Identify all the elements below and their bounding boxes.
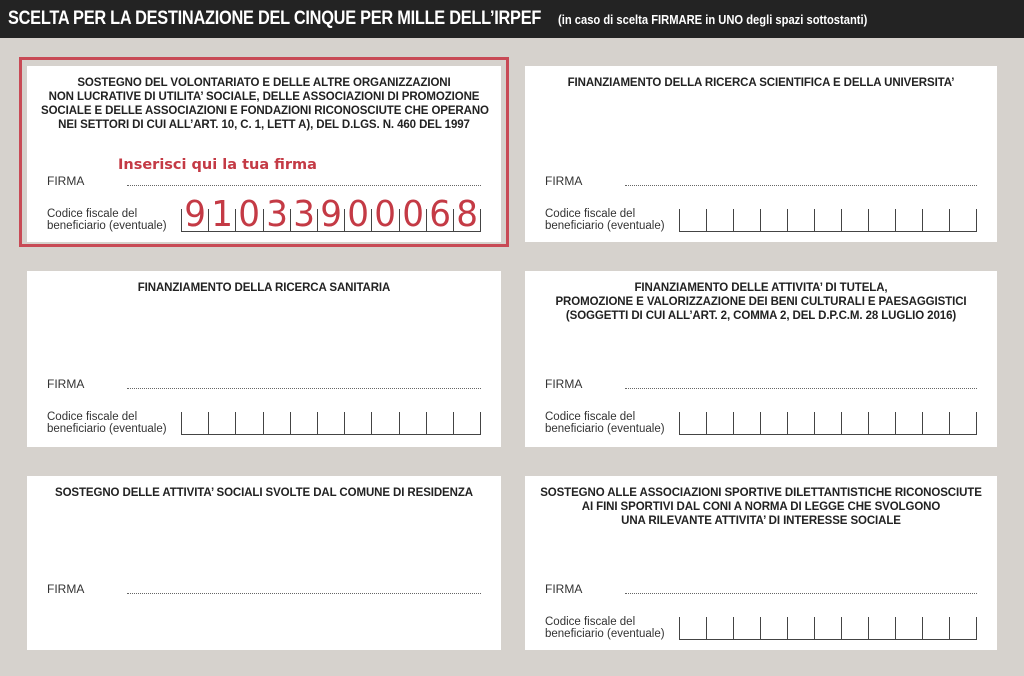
cf-digit-box[interactable]: [317, 194, 344, 235]
card-title-line: SOSTEGNO DELLE ATTIVITA’ SOCIALI SVOLTE DAL COMUNE DI RESIDENZA: [55, 487, 473, 499]
firma-row: [47, 375, 481, 391]
card-ricerca-sanitaria: [27, 271, 501, 447]
cf-digit-box[interactable]: [733, 617, 760, 639]
cf-digit-box[interactable]: [399, 194, 426, 235]
codice-fiscale-input[interactable]: [181, 412, 481, 435]
card-title: [27, 76, 501, 132]
cf-digit-box[interactable]: [814, 412, 841, 434]
codice-fiscale-input[interactable]: [679, 412, 977, 435]
cf-digit-box[interactable]: [868, 209, 895, 231]
cf-digit: 1: [211, 194, 234, 235]
cf-digit-box[interactable]: [344, 412, 371, 434]
card-title-line: UNA RILEVANTE ATTIVITA’ DI INTERESSE SOCIALE: [621, 515, 901, 527]
card-title-line: SOCIALE E DELLE ASSOCIAZIONI E FONDAZIONI RICONOSCIUTE CHE OPERANO: [41, 105, 489, 117]
cf-digit-box[interactable]: [181, 194, 208, 235]
cf-label-line1: Codice fiscale del: [545, 616, 636, 628]
cf-digit-box[interactable]: [733, 412, 760, 434]
cf-digit-box[interactable]: [371, 412, 398, 434]
firma-label: FIRMA: [47, 377, 85, 391]
codice-fiscale-label: [47, 411, 181, 435]
signature-field[interactable]: [625, 175, 977, 186]
cf-digit-box[interactable]: [453, 412, 481, 434]
cf-digit-box[interactable]: [426, 412, 453, 434]
firma-label: FIRMA: [47, 174, 85, 188]
cf-digit: 0: [238, 194, 261, 235]
cf-digit-box[interactable]: [922, 412, 949, 434]
cf-digit-box[interactable]: [679, 209, 706, 231]
cf-digit-box[interactable]: [895, 412, 922, 434]
cf-digit-box[interactable]: [949, 412, 977, 434]
cf-digit-box[interactable]: [814, 617, 841, 639]
codice-fiscale-row: [47, 194, 481, 235]
card-title: [525, 281, 997, 323]
cf-digit-box[interactable]: [679, 617, 706, 639]
cf-digit: 0: [401, 194, 424, 235]
card-ricerca-scientifica: [525, 66, 997, 242]
firma-row: [545, 375, 977, 391]
cf-digit-box[interactable]: [706, 412, 733, 434]
codice-fiscale-label: [545, 208, 679, 232]
cf-digit: 0: [374, 194, 397, 235]
cf-digit-box[interactable]: [922, 209, 949, 231]
codice-fiscale-row: [545, 202, 977, 232]
cf-digit-box[interactable]: [760, 617, 787, 639]
cf-digit-box[interactable]: [787, 617, 814, 639]
card-title-line: FINANZIAMENTO DELLE ATTIVITA’ DI TUTELA,: [634, 282, 888, 294]
cf-digit-box[interactable]: [290, 412, 317, 434]
cf-label-line2: beneficiario (eventuale): [545, 220, 665, 232]
codice-fiscale-label: [545, 411, 679, 435]
card-title-line: FINANZIAMENTO DELLA RICERCA SCIENTIFICA E DELLA UNIVERSITA’: [567, 77, 955, 89]
cf-label-line2: beneficiario (eventuale): [47, 423, 167, 435]
cf-label-line1: Codice fiscale del: [545, 411, 636, 423]
cf-label-line2: beneficiario (eventuale): [47, 220, 167, 232]
cf-digit-box[interactable]: [760, 209, 787, 231]
card-title-line: (SOGGETTI DI CUI ALL’ART. 2, COMMA 2, DEL D.P.C.M. 28 LUGLIO 2016): [565, 310, 957, 322]
firma-row: [545, 580, 977, 596]
card-title-line: AI FINI SPORTIVI DAL CONI A NORMA DI LEGGE CHE SVOLGONO: [581, 501, 941, 513]
firma-row: [545, 172, 977, 188]
cf-digit-box[interactable]: [706, 209, 733, 231]
card-title-line: FINANZIAMENTO DELLA RICERCA SANITARIA: [137, 282, 391, 294]
codice-fiscale-row: [47, 405, 481, 435]
firma-label: FIRMA: [545, 377, 583, 391]
codice-fiscale-row: [545, 610, 977, 640]
signature-field[interactable]: [127, 175, 481, 186]
signature-field[interactable]: [625, 378, 977, 389]
codice-fiscale-input[interactable]: [679, 617, 977, 640]
codice-fiscale-label: [47, 208, 181, 232]
card-title-line: SOSTEGNO ALLE ASSOCIAZIONI SPORTIVE DILETTANTISTICHE RICONOSCIUTE: [540, 487, 982, 499]
cf-digit-box[interactable]: [344, 194, 371, 235]
cf-digit: 3: [265, 194, 288, 235]
firma-label: FIRMA: [545, 582, 583, 596]
cf-digit-box[interactable]: [868, 617, 895, 639]
cf-label-line1: Codice fiscale del: [47, 208, 138, 220]
codice-fiscale-input[interactable]: [679, 209, 977, 232]
page-header: [0, 0, 1024, 38]
cf-digit-box[interactable]: [760, 412, 787, 434]
cf-digit-box[interactable]: [841, 209, 868, 231]
firma-row: [47, 580, 481, 596]
cf-digit-box[interactable]: [208, 194, 235, 235]
cf-digit-box[interactable]: [787, 209, 814, 231]
cf-digit-box[interactable]: [787, 412, 814, 434]
card-title: [27, 281, 501, 295]
cf-label-line1: Codice fiscale del: [545, 208, 636, 220]
cf-digit-box[interactable]: [706, 617, 733, 639]
codice-fiscale-row: [545, 405, 977, 435]
cf-digit-box[interactable]: [949, 209, 977, 231]
cf-digit-box[interactable]: [814, 209, 841, 231]
cf-digit-box[interactable]: [181, 412, 208, 434]
cf-digit: 8: [456, 194, 478, 235]
cf-digit-box[interactable]: [426, 194, 453, 235]
page-title: SCELTA PER LA DESTINAZIONE DEL CINQUE PER MILLE DELL’IRPEF: [8, 8, 542, 29]
card-title: [525, 76, 997, 90]
cf-digit-box[interactable]: [841, 617, 868, 639]
cf-digit: 3: [292, 194, 315, 235]
cf-digit-box[interactable]: [235, 194, 262, 235]
cf-digit-box[interactable]: [290, 194, 317, 235]
card-title: [525, 486, 997, 528]
page-subtitle: (in caso di scelta FIRMARE in UNO degli spazi sottostanti): [557, 12, 868, 27]
cf-digit-box[interactable]: [263, 412, 290, 434]
cf-digit-box[interactable]: [208, 412, 235, 434]
codice-fiscale-input[interactable]: [181, 194, 481, 235]
card-title-line: PROMOZIONE E VALORIZZAZIONE DEI BENI CULTURALI E PAESAGGISTICI: [555, 296, 967, 308]
cf-digit-box[interactable]: [453, 194, 481, 235]
cf-digit-box[interactable]: [679, 412, 706, 434]
cf-digit-box[interactable]: [949, 617, 977, 639]
cf-label-line2: beneficiario (eventuale): [545, 423, 665, 435]
cf-digit-box[interactable]: [841, 412, 868, 434]
firma-label: FIRMA: [545, 174, 583, 188]
card-volontariato: [27, 66, 501, 242]
cf-label-line1: Codice fiscale del: [47, 411, 138, 423]
cf-digit-box[interactable]: [868, 412, 895, 434]
cf-digit-box[interactable]: [895, 617, 922, 639]
cf-digit: 6: [428, 194, 451, 235]
cf-digit-box[interactable]: [733, 209, 760, 231]
card-title-line: SOSTEGNO DEL VOLONTARIATO E DELLE ALTRE ORGANIZZAZIONI: [77, 77, 451, 89]
signature-field[interactable]: [127, 378, 481, 389]
signature-field[interactable]: [625, 583, 977, 594]
cf-digit-box[interactable]: [895, 209, 922, 231]
cf-digit-box[interactable]: [235, 412, 262, 434]
card-title-line: NON LUCRATIVE DI UTILITA’ SOCIALE, DELLE ASSOCIAZIONI DI PROMOZIONE: [48, 91, 480, 103]
cf-digit-box[interactable]: [922, 617, 949, 639]
cf-digit-box[interactable]: [263, 194, 290, 235]
card-title-line: NEI SETTORI DI CUI ALL’ART. 10, C. 1, LETT A), DEL D.LGS. N. 460 DEL 1997: [58, 119, 470, 131]
cf-digit-box[interactable]: [399, 412, 426, 434]
signature-hint: Inserisci qui la tua firma: [118, 157, 317, 173]
cf-digit: 9: [320, 194, 342, 235]
firma-label: FIRMA: [47, 582, 85, 596]
card-title: [27, 486, 501, 500]
firma-row: [47, 172, 481, 188]
cf-digit-box[interactable]: [371, 194, 398, 235]
cf-digit: 9: [184, 194, 206, 235]
card-associazioni-sportive: [525, 476, 997, 650]
codice-fiscale-label: [545, 616, 679, 640]
cf-digit-box[interactable]: [317, 412, 344, 434]
card-comune-residenza: [27, 476, 501, 650]
signature-field[interactable]: [127, 583, 481, 594]
cf-label-line2: beneficiario (eventuale): [545, 628, 665, 640]
card-beni-culturali: [525, 271, 997, 447]
cf-digit: 0: [347, 194, 370, 235]
